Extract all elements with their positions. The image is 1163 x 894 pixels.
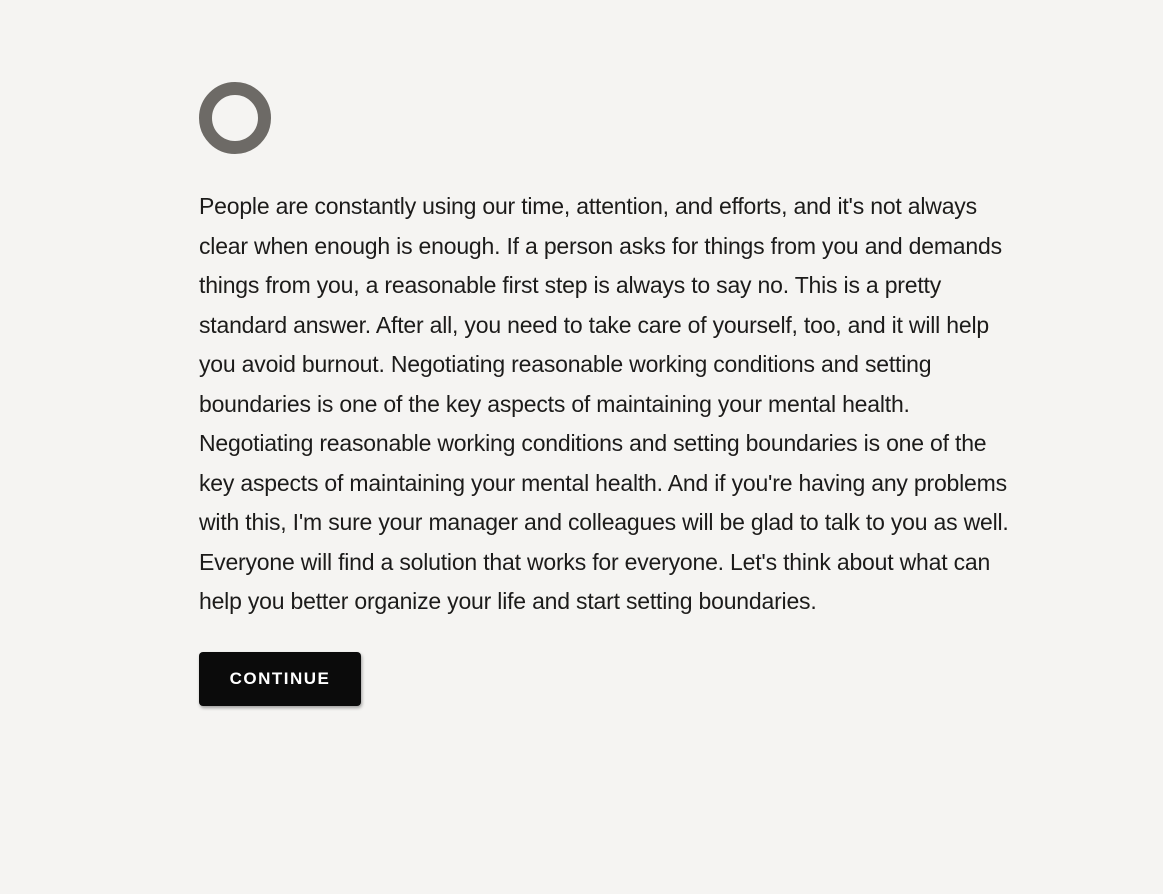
- circle-ring-icon: [199, 82, 271, 154]
- dialog-content: [199, 82, 1019, 706]
- narration-text: People are constantly using our time, attention, and efforts, and it's not always clear when enough is enough. If a person asks for things from you and demands things from you, a reasonable first step is always to say no. This is a pretty standard answer. After all, you need to take care of yourself, too, and it will help you avoid burnout. Negotiating reasonable working conditions and setting boundaries is one of the key aspects of maintaining your mental health. Negotiating reasonable working conditions and setting boundaries is one of the key aspects of maintaining your mental health. And if you're having any problems with this, I'm sure your manager and colleagues will be glad to talk to you as well. Everyone will find a solution that works for everyone. Let's think about what can help you better organize your life and start setting boundaries.: [199, 193, 1009, 614]
- continue-button[interactable]: CONTINUE: [199, 652, 361, 706]
